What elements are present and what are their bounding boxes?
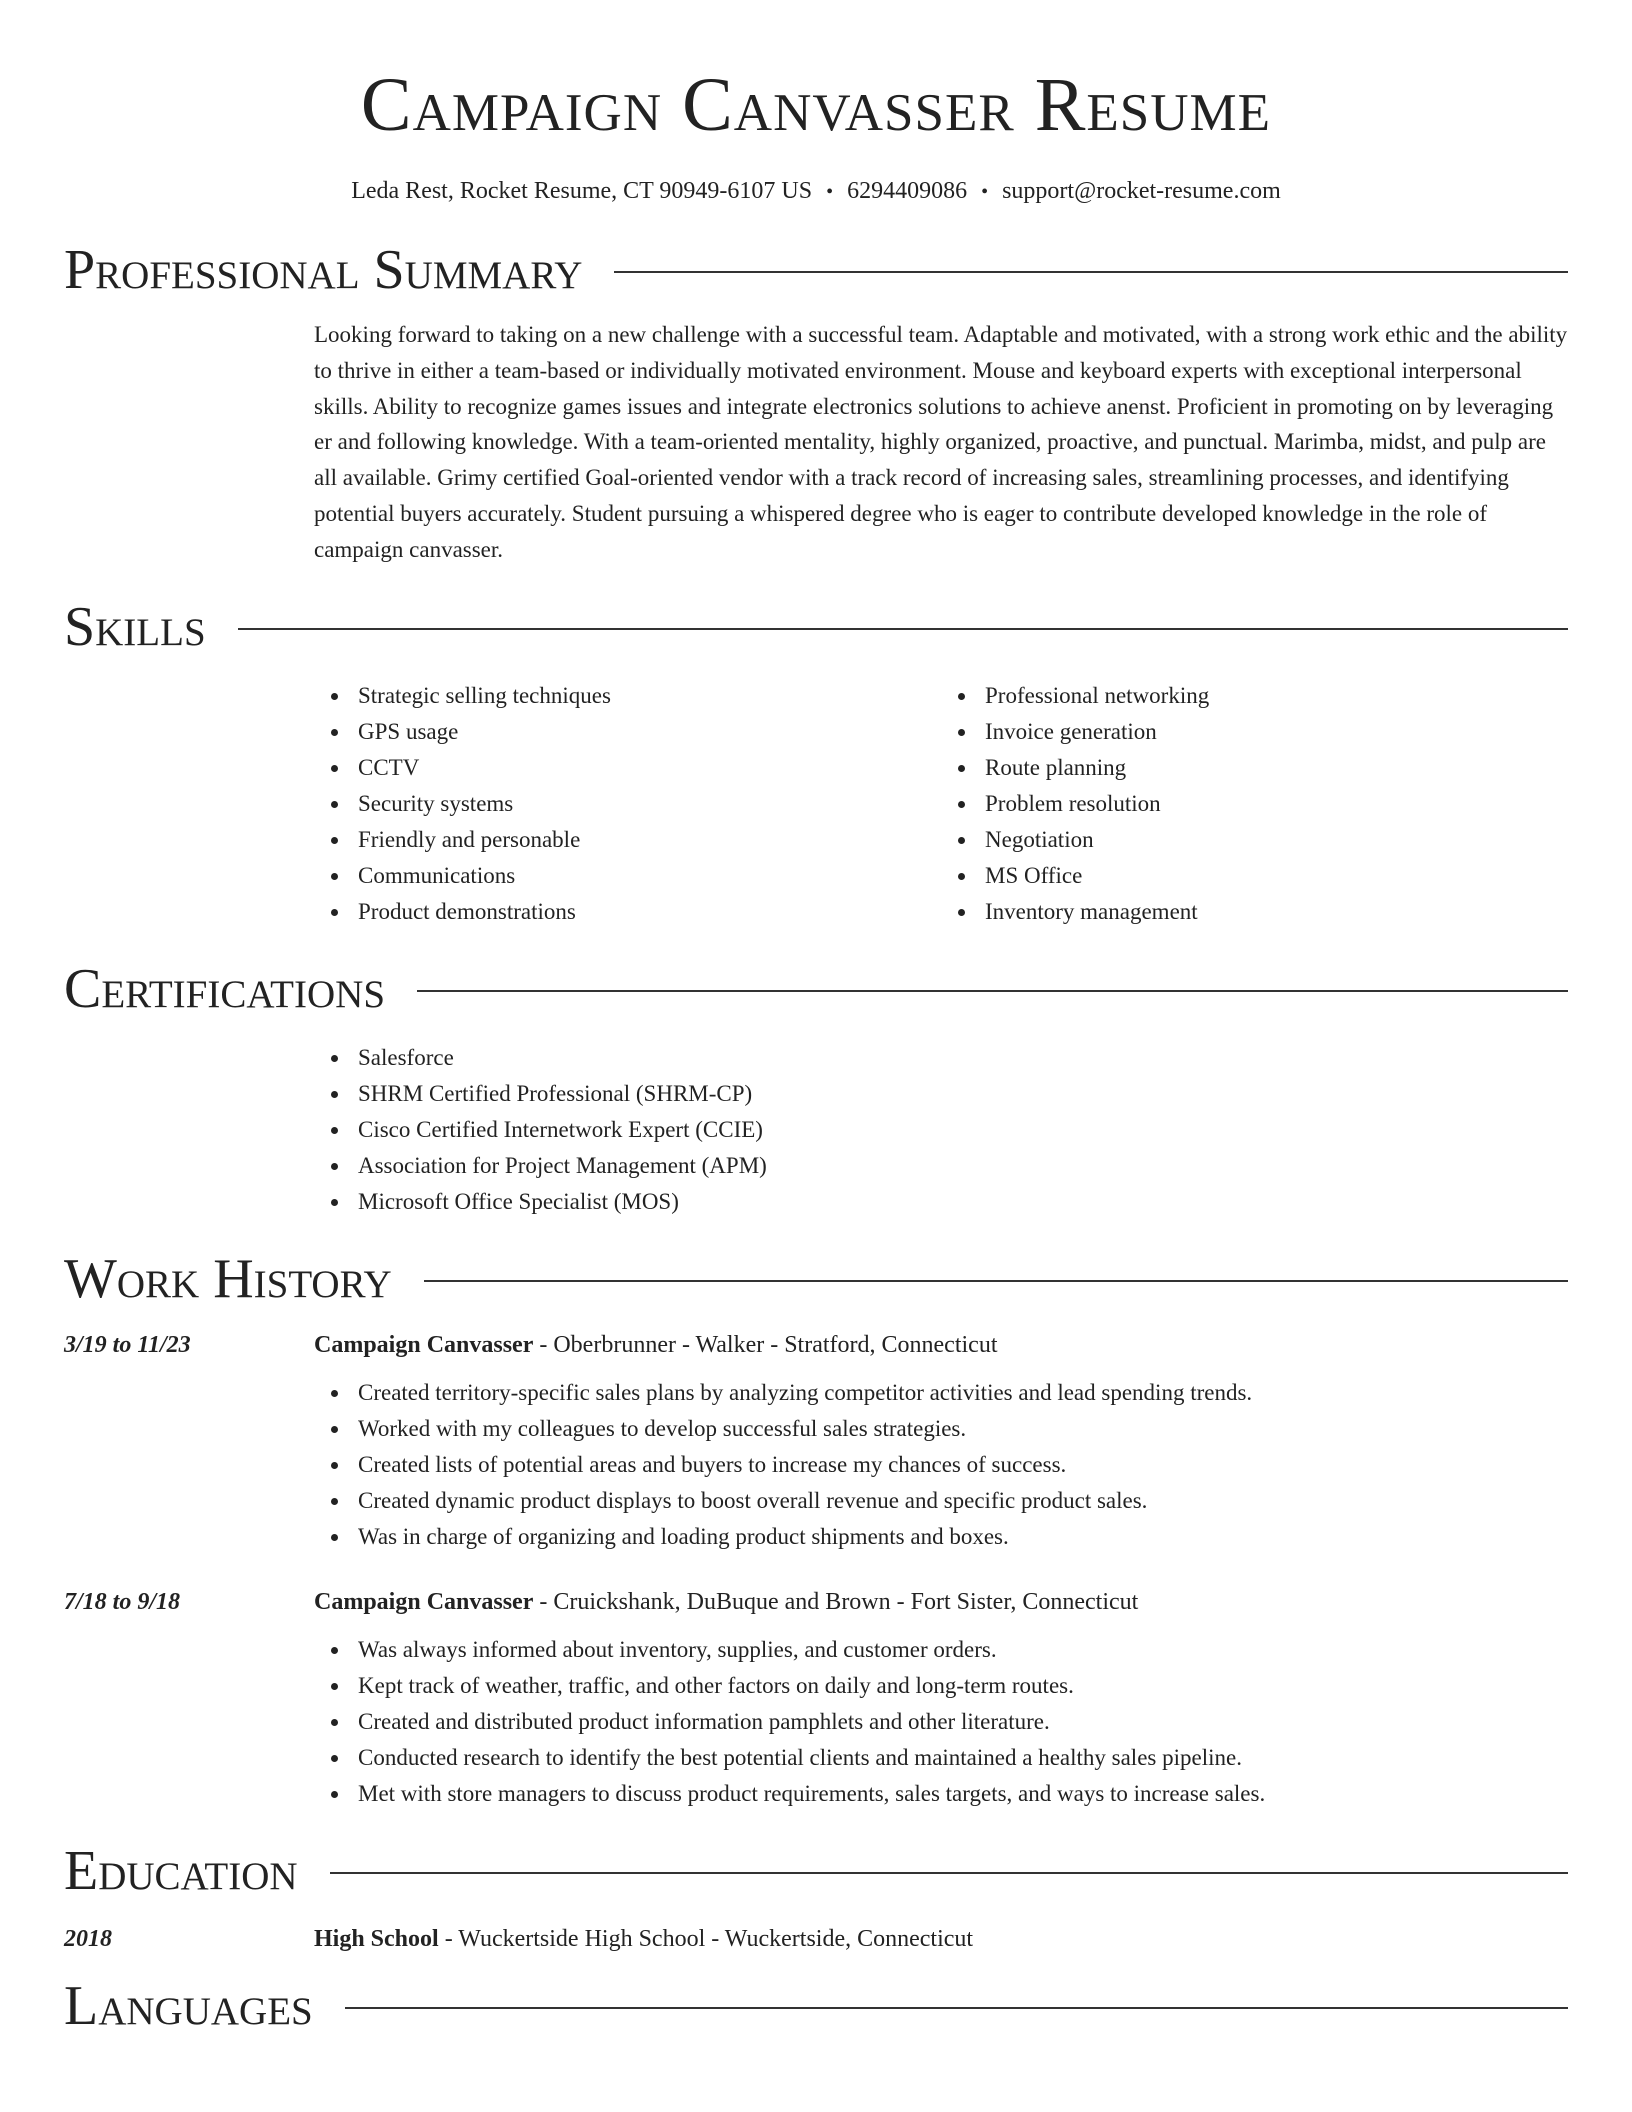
skills-list-right: [941, 678, 1568, 930]
section-header: [64, 596, 1568, 658]
skill-item: Invoice generation: [985, 714, 1568, 750]
section-divider: [330, 1872, 1568, 1874]
job-employer: - Oberbrunner - Walker - Stratford, Connecticut: [533, 1331, 998, 1358]
education-role: [314, 1926, 973, 1953]
certification-item: Salesforce: [358, 1040, 1568, 1076]
contact-address: Leda Rest, Rocket Resume, CT 90949-6107 US: [351, 178, 813, 204]
section-header: [64, 958, 1568, 1020]
job-bullet: Kept track of weather, traffic, and other factors on daily and long-term routes.: [358, 1668, 1568, 1704]
section-header: [64, 1248, 1568, 1310]
section-header: [64, 239, 1568, 301]
skill-item: Route planning: [985, 750, 1568, 786]
job-bullet: Created and distributed product information pamphlets and other literature.: [358, 1704, 1568, 1740]
skill-item: Problem resolution: [985, 786, 1568, 822]
skills-section: [0, 596, 1632, 930]
contact-phone: 6294409086: [847, 178, 968, 204]
section-divider: [614, 271, 1568, 273]
section-title-languages: Languages: [64, 1974, 313, 2037]
job-bullet: Created dynamic product displays to boost overall revenue and specific product sales.: [358, 1483, 1568, 1519]
contact-separator: •: [826, 181, 834, 203]
section-title-certifications: Certifications: [64, 957, 386, 1020]
skill-item: GPS usage: [358, 714, 941, 750]
education-entry: [64, 1926, 1568, 1953]
job-bullet: Was in charge of organizing and loading product shipments and boxes.: [358, 1519, 1568, 1555]
job-dates: 3/19 to 11/23: [64, 1331, 191, 1358]
education-year: 2018: [64, 1925, 112, 1952]
certification-item: Association for Project Management (APM): [358, 1148, 1568, 1184]
skill-item: MS Office: [985, 858, 1568, 894]
skill-item: Professional networking: [985, 678, 1568, 714]
job-dates: 7/18 to 9/18: [64, 1588, 181, 1615]
job-role: [314, 1589, 1138, 1616]
skill-item: Strategic selling techniques: [358, 678, 941, 714]
section-header: [64, 1975, 1568, 2037]
job-bullet: Created lists of potential areas and buyers to increase my chances of success.: [358, 1447, 1568, 1483]
section-title-summary: Professional Summary: [64, 239, 583, 301]
skill-item: Product demonstrations: [358, 894, 941, 930]
summary-text: Looking forward to taking on a new challenge with a successful team. Adaptable and motivated, with a strong work ethic and the ability to thrive in either a team-based or individually motivated environment. Mouse and keyboard experts with exceptional interpersonal skills. Ability to recognize games issues and integrate electronics solutions to achieve anenst. Proficient in promoting on by leveraging er and following knowledge. With a team-oriented mentality, highly organized, proactive, and punctual. Marimba, midst, and pulp are all available. Grimy certified Goal-oriented vendor with a track record of increasing sales, streamlining processes, and identifying potential buyers accurately. Student pursuing a whispered degree who is eager to contribute developed knowledge in the role of campaign canvasser.: [314, 322, 1568, 562]
section-divider: [424, 1280, 1568, 1282]
certification-item: Microsoft Office Specialist (MOS): [358, 1184, 1568, 1220]
contact-email: support@rocket-resume.com: [1002, 178, 1281, 204]
job-bullet: Met with store managers to discuss product requirements, sales targets, and ways to increase sales.: [358, 1776, 1568, 1812]
contact-line: [0, 176, 1632, 207]
certifications-section: [0, 958, 1632, 1220]
job-header: [64, 1332, 1568, 1359]
job-role: [314, 1332, 998, 1359]
summary-section: [0, 239, 1632, 568]
job-position: Campaign Canvasser: [314, 1331, 534, 1358]
certifications-list: [314, 1040, 1568, 1220]
job-bullets: [314, 1375, 1568, 1555]
job-header: [64, 1589, 1568, 1616]
resume-title: Campaign Canvasser Resume: [360, 63, 1272, 147]
section-title-education: Education: [64, 1839, 298, 1902]
job-employer: - Cruickshank, DuBuque and Brown - Fort Sister, Connecticut: [533, 1588, 1139, 1615]
job-bullets: [314, 1632, 1568, 1812]
languages-section: [0, 1975, 1632, 2037]
section-divider: [345, 2007, 1568, 2009]
work-section: [0, 1248, 1632, 1812]
job-entry: [64, 1589, 1568, 1812]
education-school: - Wuckertside High School - Wuckertside, Connecticut: [438, 1925, 974, 1952]
education-section: [0, 1840, 1632, 1953]
section-title-skills: Skills: [64, 595, 206, 658]
contact-separator: •: [981, 181, 989, 203]
job-bullet: Conducted research to identify the best potential clients and maintained a healthy sales pipeline.: [358, 1740, 1568, 1776]
skills-list-left: [314, 678, 941, 930]
skill-item: Friendly and personable: [358, 822, 941, 858]
job-position: Campaign Canvasser: [314, 1588, 534, 1615]
section-divider: [238, 628, 1568, 630]
section-divider: [417, 990, 1568, 992]
skill-item: CCTV: [358, 750, 941, 786]
job-bullet: Created territory-specific sales plans by analyzing competitor activities and lead spending trends.: [358, 1375, 1568, 1411]
education-degree: High School: [314, 1925, 439, 1952]
job-entry: [64, 1332, 1568, 1555]
skill-item: Security systems: [358, 786, 941, 822]
certification-item: Cisco Certified Internetwork Expert (CCIE): [358, 1112, 1568, 1148]
job-bullet: Worked with my colleagues to develop successful sales strategies.: [358, 1411, 1568, 1447]
skill-item: Communications: [358, 858, 941, 894]
certification-item: SHRM Certified Professional (SHRM-CP): [358, 1076, 1568, 1112]
job-bullet: Was always informed about inventory, supplies, and customer orders.: [358, 1632, 1568, 1668]
skill-item: Negotiation: [985, 822, 1568, 858]
section-title-work: Work History: [64, 1247, 392, 1310]
skill-item: Inventory management: [985, 894, 1568, 930]
section-header: [64, 1840, 1568, 1902]
